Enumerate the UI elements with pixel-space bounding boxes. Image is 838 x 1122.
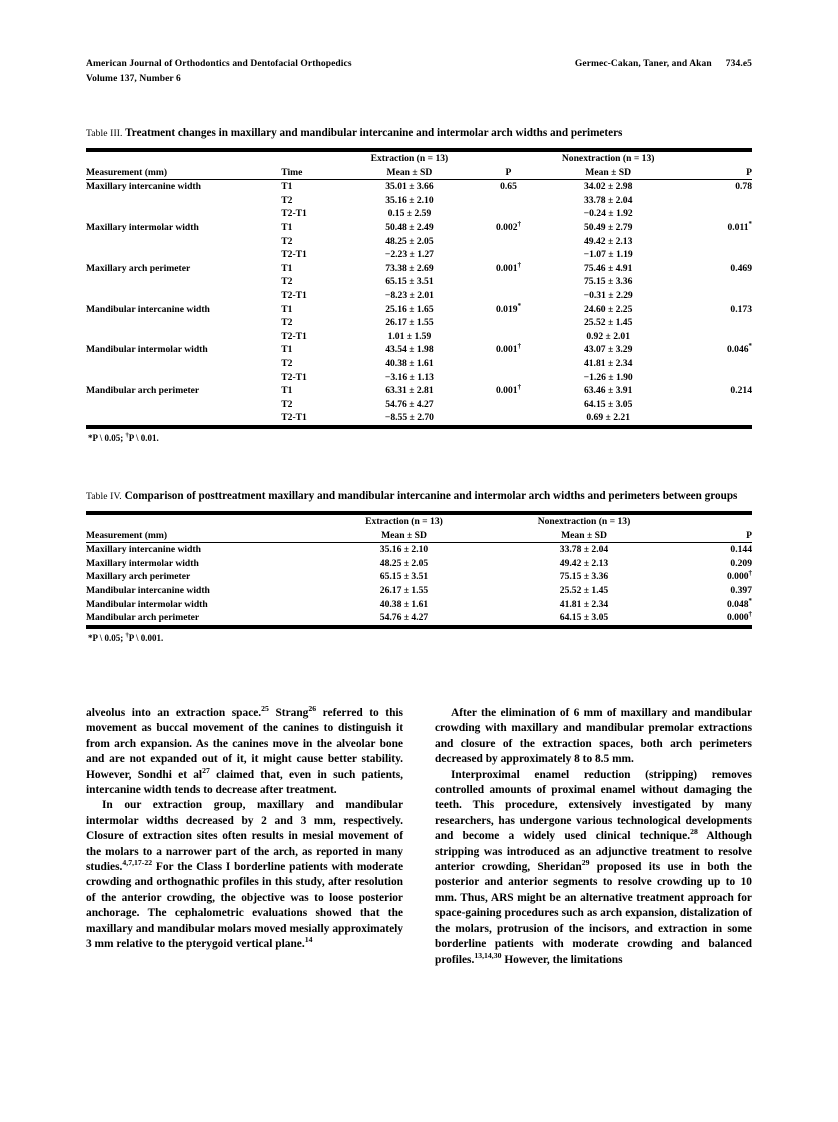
table-row	[86, 221, 752, 235]
cell-time: T2-T1	[281, 249, 307, 261]
cell-nonextraction-mean: 75.15 ± 3.36	[583, 276, 633, 288]
cell-measurement: Maxillary arch perimeter	[86, 262, 191, 274]
cell-measurement	[86, 207, 281, 221]
cell-measurement: Maxillary intercanine width	[86, 181, 201, 193]
table-row	[86, 371, 752, 385]
cell-measurement	[86, 316, 281, 330]
cell-time: T2-T1	[281, 330, 307, 342]
cell-nonextraction-p	[671, 316, 752, 330]
cell-extraction-p	[472, 371, 546, 385]
cell-extraction-mean: 40.38 ± 1.61	[379, 598, 429, 610]
table-3-block	[86, 126, 752, 444]
table-3-header-spacer-4	[671, 152, 752, 166]
cell-measurement: Mandibular arch perimeter	[86, 612, 200, 624]
cell-measurement	[86, 411, 281, 425]
table-row	[86, 584, 752, 598]
cell-extraction-p: 0.019*	[495, 302, 522, 315]
cell-time: T2	[281, 276, 293, 288]
table-3-footnote-post: P \ 0.01.	[128, 432, 159, 443]
running-head	[86, 58, 752, 86]
table-3-body	[86, 180, 752, 425]
cell-nonextraction-mean: 41.81 ± 2.34	[583, 357, 633, 369]
cell-time: T2	[281, 398, 293, 410]
cell-nonextraction-mean: 49.42 ± 2.13	[559, 557, 609, 569]
table-row	[86, 303, 752, 317]
cell-nonextraction-mean: 33.78 ± 2.04	[559, 544, 609, 556]
cell-time: T1	[281, 262, 293, 274]
cell-nonextraction-p: 0.173	[730, 303, 752, 315]
cell-p: 0.209	[730, 557, 752, 569]
cell-nonextraction-mean: 25.52 ± 1.45	[583, 317, 633, 329]
cell-extraction-p	[472, 207, 546, 221]
cell-nonextraction-mean: 75.15 ± 3.36	[559, 571, 609, 583]
cell-extraction-mean: −8.55 ± 2.70	[384, 412, 434, 424]
table-3-header-spacer-1	[86, 152, 281, 166]
cell-nonextraction-p: 0.78	[735, 181, 752, 193]
significance-marker: †	[517, 383, 522, 391]
table-4-group-header-row	[86, 515, 752, 529]
cell-nonextraction-p	[671, 207, 752, 221]
table-3-col-ext-p: P	[472, 166, 546, 180]
cell-nonextraction-p	[671, 371, 752, 385]
table-row	[86, 398, 752, 412]
significance-marker: *	[517, 302, 522, 310]
table-row	[86, 248, 752, 262]
cell-time: T1	[281, 221, 293, 233]
cell-extraction-mean: 73.38 ± 2.69	[385, 262, 434, 274]
cell-nonextraction-p	[671, 357, 752, 371]
cell-nonextraction-p: 0.469	[730, 262, 752, 274]
cell-p: 0.397	[730, 584, 752, 596]
cell-nonextraction-mean: −1.26 ± 1.90	[583, 371, 633, 383]
table-4-col-measurement: Measurement (mm)	[86, 529, 314, 543]
table-3-head	[86, 152, 752, 180]
citation-superscript: 14	[304, 935, 313, 945]
table-4-footnote-post: P \ 0.001.	[128, 632, 164, 643]
table-row	[86, 235, 752, 249]
cell-extraction-mean: −3.16 ± 1.13	[384, 371, 434, 383]
cell-extraction-mean: 48.25 ± 2.05	[379, 557, 429, 569]
cell-measurement: Maxillary intercanine width	[86, 544, 201, 556]
table-3-caption	[86, 126, 752, 141]
table-3-col-non-p: P	[671, 166, 752, 180]
cell-extraction-p	[472, 398, 546, 412]
cell-time: T2-T1	[281, 412, 307, 424]
cell-extraction-mean: 0.15 ± 2.59	[387, 208, 432, 220]
cell-extraction-mean: 25.16 ± 1.65	[385, 303, 434, 315]
table-4-header-spacer-1	[86, 515, 314, 529]
table-3-group-header-row	[86, 152, 752, 166]
cell-time: T2-T1	[281, 289, 307, 301]
citation-superscript: 13,14,30	[474, 950, 502, 960]
table-3	[86, 152, 752, 425]
table-4-label: Table IV.	[86, 491, 122, 502]
cell-extraction-mean: 1.01 ± 1.59	[387, 330, 432, 342]
table-4-col-non-mean: Mean ± SD	[494, 529, 674, 543]
cell-nonextraction-p: 0.214	[730, 385, 752, 397]
table-4-col-p: P	[674, 529, 752, 543]
table-3-col-time: Time	[281, 166, 347, 180]
table-4-bottom-rule	[86, 625, 752, 629]
cell-extraction-p: 0.001†	[495, 261, 522, 274]
table-3-footnote-dagger: †	[125, 431, 129, 439]
cell-nonextraction-p	[671, 398, 752, 412]
table-row	[86, 598, 752, 612]
cell-measurement: Maxillary arch perimeter	[86, 571, 191, 583]
table-4-caption-text: Comparison of posttreatment maxillary and mandibular intercanine and intermolar arch widths and perimeters between groups	[124, 490, 738, 502]
cell-measurement	[86, 330, 281, 344]
significance-marker: *	[748, 343, 752, 351]
body-paragraph: alveolus into an extraction space.$^{25}$ Strang$^{26}$ referred to this movement as buccal movement of the canines to distinguish it from arch expansion. As the canines move in the alveolar bone and are not expanded out of it, it might cause better stability. However, Sondhi et $al^{27}$ claimed that, even in such patients, intercanine width tends to decrease after treatment.	[86, 704, 403, 797]
cell-extraction-mean: 65.15 ± 3.51	[379, 571, 429, 583]
cell-time: T2	[281, 235, 293, 247]
table-4-head	[86, 515, 752, 543]
cell-extraction-mean: −2.23 ± 1.27	[384, 249, 434, 261]
cell-nonextraction-mean: 41.81 ± 2.34	[559, 598, 609, 610]
cell-extraction-p: 0.002†	[495, 220, 522, 233]
significance-marker: †	[517, 343, 522, 351]
cell-nonextraction-mean: 49.42 ± 2.13	[583, 235, 633, 247]
cell-extraction-p	[472, 330, 546, 344]
body-paragraph: Interproximal enamel reduction (stripping) removes controlled amounts of proximal enamel without damaging the teeth. This procedure, extensively investigated by many researchers, has undergone various technological developments and become a widely used clinical technique.$^{28}$ Although stripping was introduced as an adjunctive treatment to resolve anterior crowding, Sheridan$^{29}$ proposed its use in both the posterior and anterior segments to resolve crowding up to 10 mm. Thus, ARS might be an alternative treatment approach for space-gaining procedures such as arch expansion, distalization of the molars, protrusion of the incisors, and extraction in some borderline patients with moderate crowding and balanced profiles.$^{13,14,30}$ However, the limitations	[435, 768, 752, 966]
table-3-col-measurement: Measurement (mm)	[86, 166, 281, 180]
table-4-header-spacer-2	[674, 515, 752, 529]
cell-p: 0.048*	[726, 597, 752, 610]
table-3-group-extraction: Extraction (n = 13)	[370, 153, 449, 164]
table-3-header-spacer-3	[472, 152, 546, 166]
table-row	[86, 330, 752, 344]
table-row	[86, 207, 752, 221]
cell-measurement: Maxillary intermolar width	[86, 557, 199, 569]
cell-time: T2	[281, 194, 293, 206]
table-row	[86, 343, 752, 357]
table-4-caption	[86, 489, 752, 504]
cell-extraction-mean: 26.17 ± 1.55	[379, 584, 429, 596]
cell-extraction-p	[472, 275, 546, 289]
table-3-caption-text: Treatment changes in maxillary and mandibular intercanine and intermolar arch widths and perimeters	[125, 127, 623, 139]
cell-measurement	[86, 398, 281, 412]
cell-nonextraction-p	[671, 330, 752, 344]
cell-extraction-mean: 26.17 ± 1.55	[385, 317, 434, 329]
cell-nonextraction-p	[671, 248, 752, 262]
table-3-col-ext-mean: Mean ± SD	[347, 166, 472, 180]
cell-nonextraction-p	[671, 275, 752, 289]
significance-marker: †	[517, 261, 522, 269]
cell-nonextraction-mean: 43.07 ± 3.29	[583, 344, 633, 356]
table-4-group-nonextraction: Nonextraction (n = 13)	[537, 516, 631, 527]
cell-measurement	[86, 275, 281, 289]
cell-nonextraction-mean: 33.78 ± 2.04	[583, 194, 633, 206]
cell-nonextraction-p	[671, 289, 752, 303]
body-column-left	[86, 706, 403, 968]
body-paragraph: After the elimination of 6 mm of maxillary and mandibular crowding with maxillary and mandibular premolar extractions and closure of the extraction spaces, both arch perimeters decreased by approximately 8 to 8.5 mm.	[435, 707, 752, 766]
table-row	[86, 262, 752, 276]
cell-extraction-mean: −8.23 ± 2.01	[384, 289, 434, 301]
cell-extraction-mean: 65.15 ± 3.51	[385, 276, 434, 288]
cell-extraction-p	[472, 235, 546, 249]
table-4-column-header-row	[86, 529, 752, 543]
cell-measurement: Maxillary intermolar width	[86, 221, 199, 233]
cell-extraction-p: 0.65	[500, 181, 517, 193]
cell-nonextraction-mean: 64.15 ± 3.05	[559, 612, 609, 624]
cell-measurement	[86, 194, 281, 208]
table-4-col-ext-mean: Mean ± SD	[314, 529, 494, 543]
table-row	[86, 411, 752, 425]
table-3-header-spacer-2	[281, 152, 347, 166]
cell-nonextraction-mean: 24.60 ± 2.25	[583, 303, 633, 315]
cell-nonextraction-mean: 64.15 ± 3.05	[583, 398, 633, 410]
table-3-bottom-rule	[86, 425, 752, 429]
cell-extraction-mean: 50.48 ± 2.49	[385, 221, 434, 233]
citation-superscript: 29	[581, 858, 590, 868]
cell-nonextraction-mean: 75.46 ± 4.91	[583, 262, 633, 274]
significance-marker: †	[748, 570, 752, 578]
cell-measurement: Mandibular intercanine width	[86, 303, 210, 315]
cell-measurement	[86, 248, 281, 262]
cell-p: 0.000†	[726, 570, 752, 583]
cell-time: T2	[281, 317, 293, 329]
cell-nonextraction-mean: 63.46 ± 3.91	[583, 385, 633, 397]
cell-extraction-p	[472, 289, 546, 303]
cell-nonextraction-p	[671, 235, 752, 249]
page-number: 734.e5	[725, 59, 752, 69]
significance-marker: †	[748, 610, 752, 618]
cell-extraction-p	[472, 316, 546, 330]
table-3-column-header-row	[86, 166, 752, 180]
table-4-footnote-dagger: †	[125, 631, 129, 639]
running-head-right	[575, 58, 752, 72]
table-row	[86, 611, 752, 625]
cell-nonextraction-p: 0.046*	[726, 343, 752, 356]
body-text	[86, 706, 752, 968]
table-4-block	[86, 489, 752, 644]
table-row	[86, 570, 752, 584]
cell-extraction-p	[472, 194, 546, 208]
cell-extraction-p: 0.001†	[495, 343, 522, 356]
cell-nonextraction-mean: −1.07 ± 1.19	[583, 249, 633, 261]
cell-extraction-mean: 54.76 ± 4.27	[385, 398, 434, 410]
cell-time: T1	[281, 385, 293, 397]
cell-extraction-p	[472, 248, 546, 262]
table-4-body	[86, 543, 752, 625]
body-column-right	[435, 706, 752, 968]
citation-superscript: 25	[261, 704, 269, 714]
table-row	[86, 543, 752, 557]
cell-measurement: Mandibular intermolar width	[86, 598, 208, 610]
citation-superscript: 27	[202, 765, 210, 775]
cell-measurement	[86, 289, 281, 303]
cell-nonextraction-p: 0.011*	[727, 220, 752, 233]
cell-nonextraction-p	[671, 194, 752, 208]
cell-extraction-mean: 43.54 ± 1.98	[385, 344, 434, 356]
cell-time: T1	[281, 181, 293, 193]
citation-superscript: 28	[690, 827, 698, 837]
author-list: Germec-Cakan, Taner, and Akan	[574, 59, 712, 69]
body-paragraph: In our extraction group, maxillary and mandibular intermolar widths decreased by 2 and 3 mm, respectively. Closure of extraction sites often results in mesial movement of the molars to a narrower part of the arch, as reported in many studies.$^{4,7,17-22}$ For the Class I borderline patients with moderate crowding and orthognathic profiles in this study, after resolution of the anterior crowding, the objective was to loose posterior anchorage. The cephalometric evaluations showed that the maxillary and mandibular molars moved mesially approximately 3 mm relative to the pterygoid vertical plane.$^{14}$	[86, 799, 403, 951]
cell-measurement: Mandibular intermolar width	[86, 344, 208, 356]
cell-extraction-mean: 63.31 ± 2.81	[385, 385, 434, 397]
cell-p: 0.000†	[726, 610, 752, 624]
significance-marker: †	[517, 220, 522, 228]
cell-time: T2	[281, 357, 293, 369]
table-row	[86, 194, 752, 208]
table-row	[86, 180, 752, 194]
table-row	[86, 384, 752, 398]
table-3-footnote-pre: *P \ 0.05;	[88, 432, 126, 443]
cell-time: T1	[281, 344, 293, 356]
cell-extraction-p: 0.001†	[495, 383, 522, 397]
table-4-footnote	[86, 632, 752, 644]
cell-nonextraction-mean: 25.52 ± 1.45	[559, 584, 609, 596]
cell-extraction-mean: 35.16 ± 2.10	[385, 194, 434, 206]
cell-extraction-mean: 35.16 ± 2.10	[379, 544, 429, 556]
citation-superscript: 26	[308, 704, 317, 714]
cell-measurement	[86, 235, 281, 249]
significance-marker: *	[748, 220, 752, 228]
cell-nonextraction-mean: 50.49 ± 2.79	[583, 221, 633, 233]
cell-extraction-mean: 48.25 ± 2.05	[385, 235, 434, 247]
citation-superscript: 4,7,17-22	[122, 858, 153, 868]
table-4-group-extraction: Extraction (n = 13)	[365, 516, 443, 527]
cell-extraction-mean: 40.38 ± 1.61	[385, 357, 434, 369]
table-3-label: Table III.	[86, 128, 123, 139]
significance-marker: *	[748, 597, 752, 605]
cell-extraction-p	[472, 357, 546, 371]
cell-measurement	[86, 357, 281, 371]
cell-extraction-mean: 35.01 ± 3.66	[385, 181, 434, 193]
cell-extraction-p	[472, 411, 546, 425]
table-3-footnote	[86, 432, 752, 444]
table-4-footnote-pre: *P \ 0.05;	[88, 632, 126, 643]
cell-measurement: Mandibular arch perimeter	[86, 385, 200, 397]
table-row	[86, 557, 752, 571]
cell-nonextraction-mean: −0.24 ± 1.92	[583, 208, 633, 220]
cell-nonextraction-mean: −0.31 ± 2.29	[583, 289, 633, 301]
table-row	[86, 275, 752, 289]
cell-time: T2-T1	[281, 208, 307, 220]
cell-nonextraction-mean: 0.92 ± 2.01	[586, 330, 630, 342]
journal-title: American Journal of Orthodontics and Dentofacial Orthopedics	[86, 59, 352, 69]
cell-measurement: Mandibular intercanine width	[86, 584, 210, 596]
table-row	[86, 316, 752, 330]
table-row	[86, 357, 752, 371]
cell-time: T2-T1	[281, 371, 307, 383]
cell-nonextraction-mean: 0.69 ± 2.21	[586, 412, 630, 424]
table-4	[86, 515, 752, 625]
volume-issue: Volume 137, Number 6	[86, 73, 181, 84]
table-3-group-nonextraction: Nonextraction (n = 13)	[561, 153, 655, 164]
cell-extraction-mean: 54.76 ± 4.27	[379, 612, 429, 624]
table-3-col-non-mean: Mean ± SD	[545, 166, 671, 180]
cell-measurement	[86, 371, 281, 385]
cell-p: 0.144	[730, 544, 752, 556]
cell-nonextraction-mean: 34.02 ± 2.98	[583, 181, 633, 193]
cell-time: T1	[281, 303, 293, 315]
table-row	[86, 289, 752, 303]
cell-nonextraction-p	[671, 411, 752, 425]
